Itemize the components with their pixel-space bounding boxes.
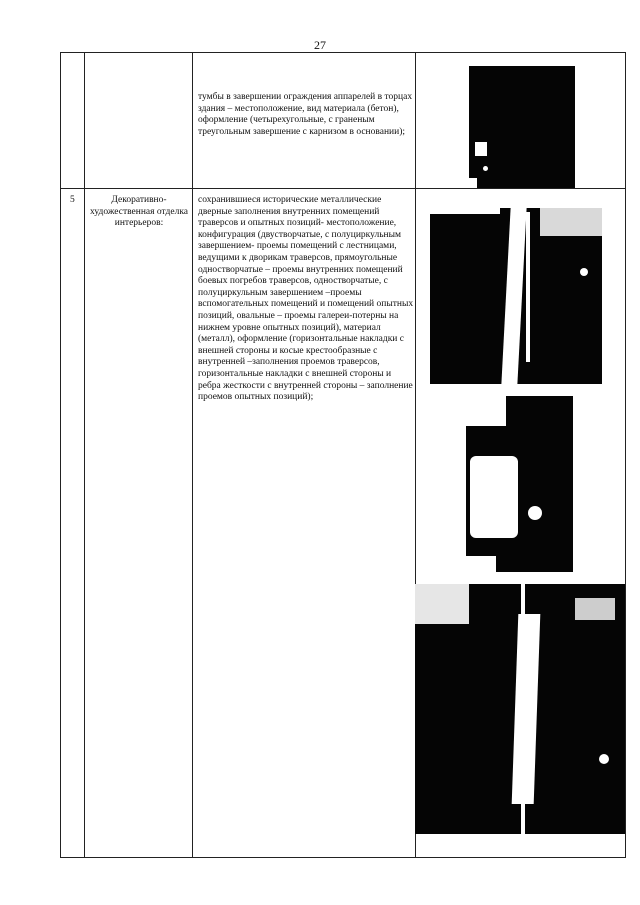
column-divider <box>60 52 61 858</box>
table-top-border <box>60 52 626 53</box>
row-divider <box>60 188 626 189</box>
column-divider <box>625 52 626 858</box>
column-divider <box>84 52 85 858</box>
double-door-photo <box>430 208 602 384</box>
row-number: 5 <box>70 195 75 205</box>
door-leaf-photo <box>415 584 625 834</box>
column-divider <box>192 52 193 858</box>
bollard-photo <box>469 66 575 188</box>
heritage-table <box>60 52 626 858</box>
arched-door-photo <box>466 396 573 572</box>
row-title: Декоративно-художественная отделка интерьеров: <box>89 195 189 229</box>
row-description: тумбы в завершении ограждения аппарелей в торцах здания – местоположение, вид материала (бетон), оформление (четырехугольные, с граненым треугольным завершение с карнизом в основании); <box>198 92 413 137</box>
table-bottom-border <box>60 857 626 858</box>
page-number: 27 <box>314 38 326 52</box>
row-description: сохранившиеся исторические металлические дверные заполнения внутренних помещений траверсов и опытных позиций- местоположение, конфигурация (двустворчатые, с полуциркульным завершением- проемы помещений с лестницами, ведущими к дворикам траверсов, прямоугольные одностворчатые – проемы внутренних помещений боевых погребов траверсов, одностворчатые, с полуциркульным завершением –проемы вспомогательных помещений и помещений опытных позиций, овальные – проемы галереи-потерны на нижнем уровне опытных позиций), материал (металл), оформление (горизонтальные накладки с внешней стороны и косые крестообразные с внутренней –заполнения проемов траверсов, горизонтальные накладки с внешней стороны и ребра жесткости с внутренней стороны – заполнение проемов опытных позиций); <box>198 195 414 403</box>
